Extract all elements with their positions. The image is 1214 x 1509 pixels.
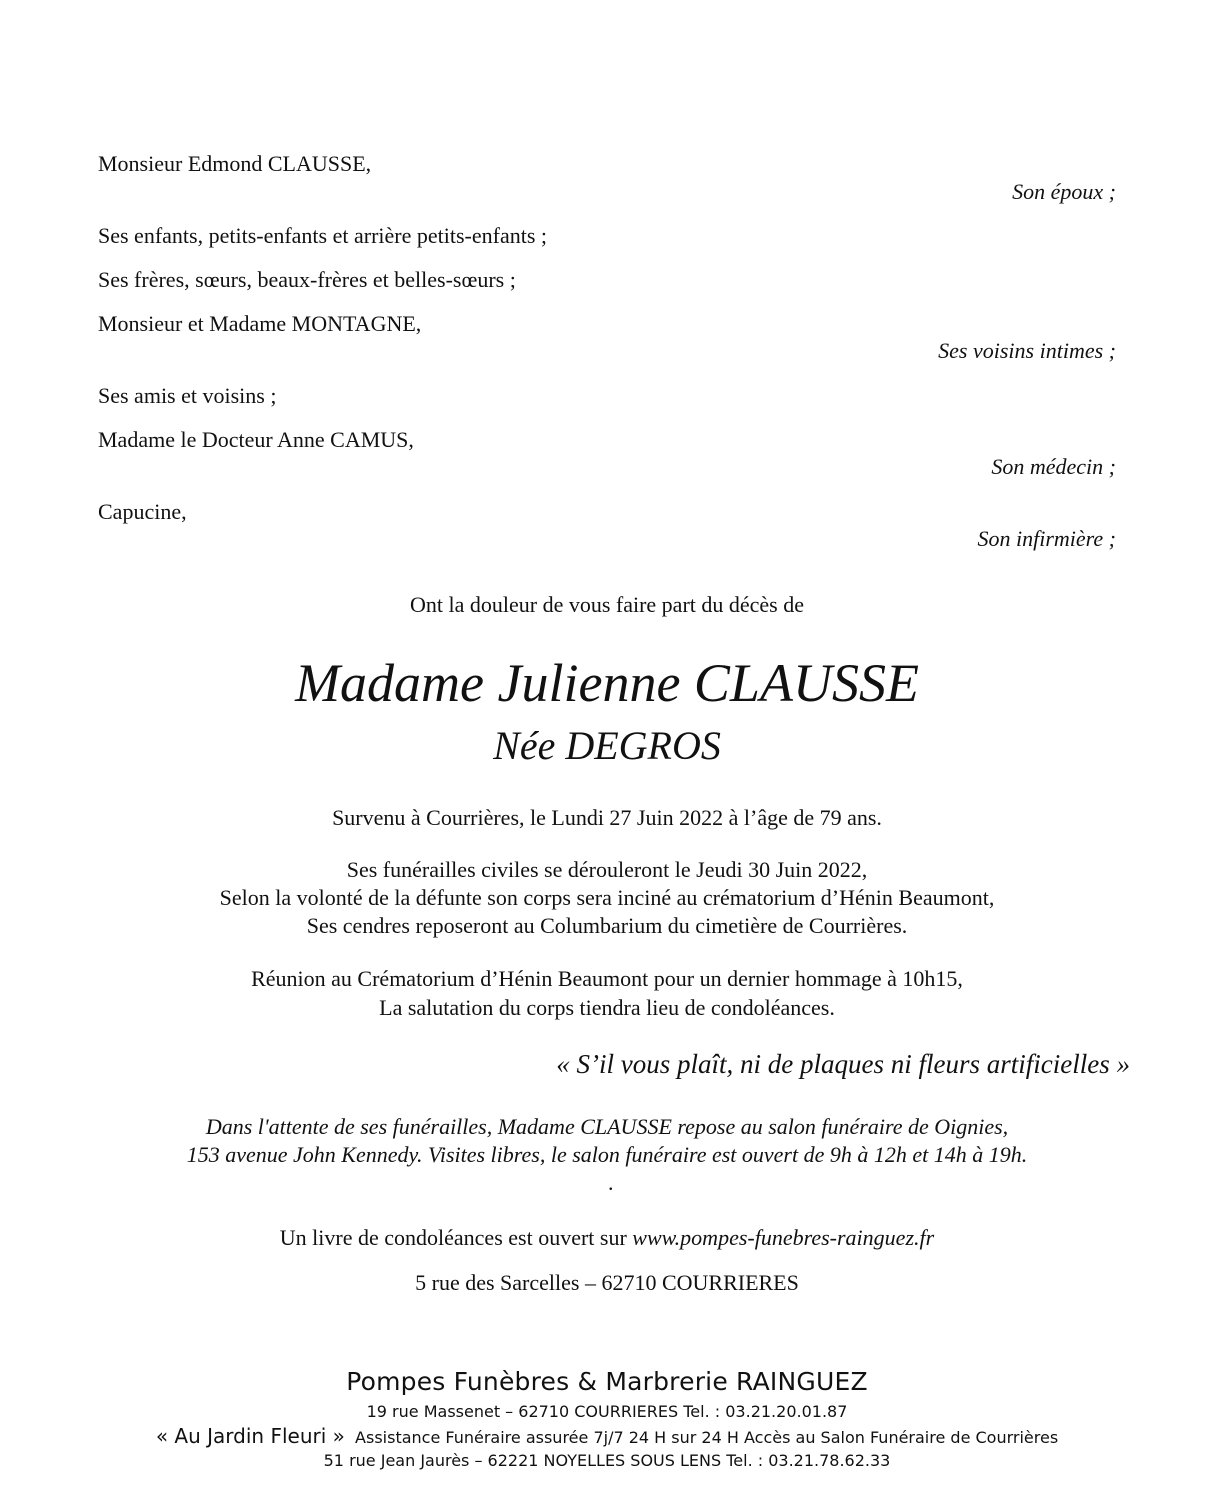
family-line-husband: Monsieur Edmond CLAUSSE, [98,151,372,176]
footer-jardin-fleuri: « Au Jardin Fleuri » [155,1424,345,1448]
family-line-neighbours: Monsieur et Madame MONTAGNE, [98,311,422,336]
footer-address-1: 19 rue Massenet – 62710 COURRIERES Tel. : 03.21.20.01.87 [366,1402,848,1421]
role-neighbours: Ses voisins intimes ; [938,338,1116,363]
meeting-line-1: Réunion au Crématorium d’Hénin Beaumont pour un dernier hommage à 10h15, [251,966,963,991]
condolences-text: Un livre de condoléances est ouvert sur [279,1225,633,1250]
role-doctor: Son médecin ; [991,454,1116,479]
deceased-name: Madame Julienne CLAUSSE [295,653,919,713]
role-nurse: Son infirmière ; [977,526,1116,551]
stray-dot: . [608,1170,614,1195]
footer-brand: Pompes Funèbres & Marbrerie RAINGUEZ [346,1367,868,1396]
funeral-line-3: Ses cendres reposeront au Columbarium du cimetière de Courrières. [306,913,908,938]
footer-services: Assistance Funéraire assurée 7j/7 24 H sur 24 H Accès au Salon Funéraire de Courrières [355,1428,1059,1447]
funeral-home-address: 5 rue des Sarcelles – 62710 COURRIERES [415,1270,799,1295]
announcement-intro: Ont la douleur de vous faire part du décès de [409,592,805,617]
footer-services-line [0,1424,1214,1448]
family-line-siblings: Ses frères, sœurs, beaux-frères et belles-sœurs ; [98,267,516,292]
family-line-friends: Ses amis et voisins ; [98,383,277,408]
condolences-line [0,1225,1214,1251]
funeral-line-2: Selon la volonté de la défunte son corps sera inciné au crématorium d’Hénin Beaumont, [219,885,995,910]
meeting-line-2: La salutation du corps tiendra lieu de condoléances. [379,995,835,1020]
family-line-doctor: Madame le Docteur Anne CAMUS, [98,427,414,452]
maiden-name: Née DEGROS [493,723,721,768]
visit-line-2: 153 avenue John Kennedy. Visites libres, le salon funéraire est ouvert de 9h à 12h et 14h à 19h. [186,1142,1028,1167]
visit-line-1: Dans l'attente de ses funérailles, Madame CLAUSSE repose au salon funéraire de Oignies, [205,1114,1009,1139]
flowers-request-quote: « S’il vous plaît, ni de plaques ni fleurs artificielles » [556,1049,1130,1079]
role-husband: Son époux ; [1012,179,1116,204]
family-line-nurse: Capucine, [98,499,187,524]
family-line-children: Ses enfants, petits-enfants et arrière petits-enfants ; [98,223,548,248]
funeral-line-1: Ses funérailles civiles se dérouleront le Jeudi 30 Juin 2022, [346,857,868,882]
condolences-link[interactable]: www.pompes-funebres-rainguez.fr [632,1225,935,1250]
death-info: Survenu à Courrières, le Lundi 27 Juin 2022 à l’âge de 79 ans. [332,805,882,830]
footer-address-2: 51 rue Jean Jaurès – 62221 NOYELLES SOUS LENS Tel. : 03.21.78.62.33 [323,1451,891,1470]
